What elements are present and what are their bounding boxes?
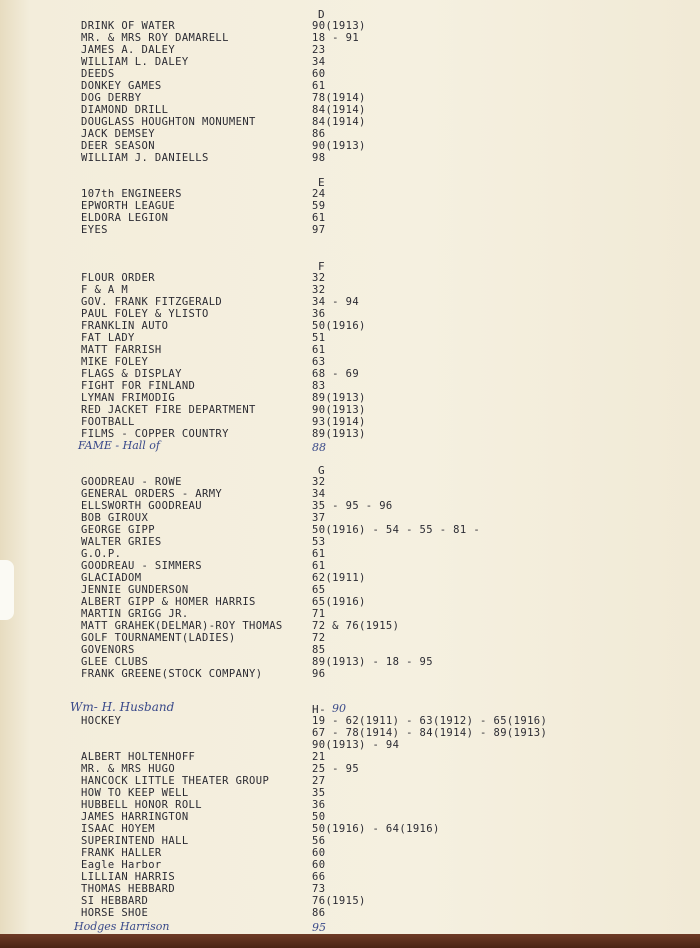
entry-name: ALBERT GIPP & HOMER HARRIS — [81, 596, 256, 608]
list-item — [0, 200, 700, 212]
list-item — [0, 632, 700, 644]
list-item — [0, 811, 700, 823]
list-item — [0, 799, 700, 811]
entry-name: GOV. FRANK FITZGERALD — [81, 296, 223, 308]
entry-name: ELDORA LEGION — [81, 212, 169, 224]
list-item — [0, 80, 700, 92]
entry-name: FLOUR ORDER — [81, 272, 155, 284]
list-item — [0, 859, 700, 871]
list-item — [0, 224, 700, 236]
entry-name: ALBERT HOLTENHOFF — [81, 751, 196, 763]
entry-pages: 90(1913) — [312, 404, 366, 416]
list-item — [0, 608, 700, 620]
list-item — [0, 548, 700, 560]
entry-name: EPWORTH LEAGUE — [81, 200, 176, 212]
list-item — [0, 20, 700, 32]
list-item — [0, 320, 700, 332]
entry-name: EYES — [81, 224, 108, 236]
entry-pages: 32 — [312, 476, 326, 488]
entry-name: MR. & MRS ROY DAMARELL — [81, 32, 229, 44]
list-item — [0, 56, 700, 68]
list-item — [0, 656, 700, 668]
entry-pages: 90(1913) - 94 — [312, 739, 400, 751]
entry-name: DOUGLASS HOUGHTON MONUMENT — [81, 116, 256, 128]
list-item — [0, 536, 700, 548]
entry-name: ELLSWORTH GOODREAU — [81, 500, 202, 512]
entry-name: SUPERINTEND HALL — [81, 835, 189, 847]
handwritten-entry: Hodges Harrison — [74, 920, 170, 933]
entry-pages: 85 — [312, 644, 326, 656]
entry-name: HOW TO KEEP WELL — [81, 787, 189, 799]
entry-name: FIGHT FOR FINLAND — [81, 380, 196, 392]
entry-pages: 73 — [312, 883, 326, 895]
list-item — [0, 739, 700, 751]
entry-name: THOMAS HEBBARD — [81, 883, 176, 895]
entry-pages: 61 — [312, 212, 326, 224]
entry-pages: 78(1914) — [312, 92, 366, 104]
entry-name: GEORGE GIPP — [81, 524, 155, 536]
entry-name: JAMES HARRINGTON — [81, 811, 189, 823]
entry-pages: 96 — [312, 668, 326, 680]
entry-pages: 61 — [312, 344, 326, 356]
list-item — [0, 823, 700, 835]
entry-pages: 71 — [312, 608, 326, 620]
entry-name: MR. & MRS HUGO — [81, 763, 176, 775]
entry-pages: 50 — [312, 811, 326, 823]
entry-pages: 72 & 76(1915) — [312, 620, 400, 632]
entry-name: HORSE SHOE — [81, 907, 149, 919]
entry-name: LYMAN FRIMODIG — [81, 392, 176, 404]
entry-pages: 50(1916) - 64(1916) — [312, 823, 440, 835]
entry-name: BOB GIROUX — [81, 512, 149, 524]
list-item — [0, 524, 700, 536]
entry-pages: 56 — [312, 835, 326, 847]
entry-pages: 63 — [312, 356, 326, 368]
list-item — [0, 284, 700, 296]
list-item — [0, 188, 700, 200]
entry-name: GLEE CLUBS — [81, 656, 149, 668]
list-item — [0, 512, 700, 524]
list-item — [0, 560, 700, 572]
entry-name: GOODREAU - ROWE — [81, 476, 182, 488]
list-item — [0, 380, 700, 392]
entry-pages: 84(1914) — [312, 104, 366, 116]
list-item — [0, 835, 700, 847]
entry-pages: 76(1915) — [312, 895, 366, 907]
entry-name: DONKEY GAMES — [81, 80, 162, 92]
entry-name: GOVENORS — [81, 644, 135, 656]
entry-name: HUBBELL HONOR ROLL — [81, 799, 202, 811]
entry-pages: 34 - 94 — [312, 296, 360, 308]
entry-pages: 35 - 95 - 96 — [312, 500, 393, 512]
section-letter-h: H- — [312, 703, 327, 716]
handwritten-page: 88 — [312, 441, 326, 454]
entry-pages: 60 — [312, 68, 326, 80]
entry-name: FLAGS & DISPLAY — [81, 368, 182, 380]
entry-name: FAT LADY — [81, 332, 135, 344]
list-item — [0, 907, 700, 919]
entry-pages: 90(1913) — [312, 140, 366, 152]
list-item — [0, 116, 700, 128]
handwritten-entry: Wm- H. Husband — [70, 700, 175, 714]
entry-pages: 61 — [312, 548, 326, 560]
section-letter-g: G — [318, 464, 326, 477]
entry-pages: 66 — [312, 871, 326, 883]
list-item — [0, 128, 700, 140]
entry-pages: 34 — [312, 56, 326, 68]
entry-name: FRANKLIN AUTO — [81, 320, 169, 332]
section-letter-f: F — [318, 260, 326, 273]
entry-name: MATT GRAHEK(DELMAR)-ROY THOMAS — [81, 620, 283, 632]
list-item — [0, 500, 700, 512]
entry-pages: 37 — [312, 512, 326, 524]
entry-name: FILMS - COPPER COUNTRY — [81, 428, 229, 440]
entry-name: MIKE FOLEY — [81, 356, 149, 368]
list-item — [0, 620, 700, 632]
entry-pages: 90(1913) — [312, 20, 366, 32]
handwritten-page: 95 — [312, 921, 326, 934]
entry-pages: 18 - 91 — [312, 32, 360, 44]
entry-pages: 24 — [312, 188, 326, 200]
list-item — [0, 212, 700, 224]
list-item — [0, 883, 700, 895]
entry-name: G.O.P. — [81, 548, 122, 560]
entry-pages: 61 — [312, 80, 326, 92]
entry-name: Eagle Harbor — [81, 859, 162, 871]
list-item — [0, 871, 700, 883]
list-item — [0, 644, 700, 656]
entry-pages: 35 — [312, 787, 326, 799]
entry-pages: 86 — [312, 907, 326, 919]
entry-pages: 27 — [312, 775, 326, 787]
list-item — [0, 356, 700, 368]
entry-pages: 36 — [312, 799, 326, 811]
list-item — [0, 751, 700, 763]
entry-pages: 21 — [312, 751, 326, 763]
list-item — [0, 332, 700, 344]
entry-name: GOLF TOURNAMENT(LADIES) — [81, 632, 236, 644]
entry-pages: 51 — [312, 332, 326, 344]
entry-pages: 23 — [312, 44, 326, 56]
entry-name: RED JACKET FIRE DEPARTMENT — [81, 404, 256, 416]
entry-pages: 61 — [312, 560, 326, 572]
entry-name: GOODREAU - SIMMERS — [81, 560, 202, 572]
entry-name: F & A M — [81, 284, 129, 296]
list-item — [0, 787, 700, 799]
section-letter-e: E — [318, 176, 326, 189]
list-item — [0, 775, 700, 787]
list-item — [0, 392, 700, 404]
list-item — [0, 140, 700, 152]
list-item — [0, 104, 700, 116]
entry-pages: 34 — [312, 488, 326, 500]
list-item — [0, 727, 700, 739]
entry-name: SI HEBBARD — [81, 895, 149, 907]
list-item — [0, 416, 700, 428]
entry-pages: 19 - 62(1911) - 63(1912) - 65(1916) — [312, 715, 548, 727]
handwritten-page: 90 — [332, 702, 346, 715]
entry-name: ISAAC HOYEM — [81, 823, 155, 835]
entry-name: WALTER GRIES — [81, 536, 162, 548]
entry-name: DEER SEASON — [81, 140, 155, 152]
entry-name: JENNIE GUNDERSON — [81, 584, 189, 596]
list-item — [0, 404, 700, 416]
entry-pages: 36 — [312, 308, 326, 320]
entry-pages: 89(1913) — [312, 428, 366, 440]
entry-name: FOOTBALL — [81, 416, 135, 428]
list-item — [0, 32, 700, 44]
list-item — [0, 92, 700, 104]
section-letter-d: D — [318, 8, 326, 21]
entry-name: GLACIADOM — [81, 572, 142, 584]
entry-pages: 25 - 95 — [312, 763, 360, 775]
entry-name: DRINK OF WATER — [81, 20, 176, 32]
list-item — [0, 308, 700, 320]
list-item — [0, 344, 700, 356]
entry-pages: 93(1914) — [312, 416, 366, 428]
entry-name: DIAMOND DRILL — [81, 104, 169, 116]
bottom-edge — [0, 934, 700, 948]
list-item — [0, 584, 700, 596]
entry-name: PAUL FOLEY & YLISTO — [81, 308, 209, 320]
list-item — [0, 368, 700, 380]
entry-pages: 32 — [312, 284, 326, 296]
list-item — [0, 152, 700, 164]
list-item — [0, 715, 700, 727]
entry-name: FRANK GREENE(STOCK COMPANY) — [81, 668, 263, 680]
entry-pages: 72 — [312, 632, 326, 644]
list-item — [0, 596, 700, 608]
entry-name: MATT FARRISH — [81, 344, 162, 356]
list-item — [0, 68, 700, 80]
entry-pages: 65(1916) — [312, 596, 366, 608]
entry-pages: 60 — [312, 859, 326, 871]
entry-pages: 89(1913) - 18 - 95 — [312, 656, 433, 668]
entry-name: WILLIAM J. DANIELLS — [81, 152, 209, 164]
entry-name: MARTIN GRIGG JR. — [81, 608, 189, 620]
entry-pages: 62(1911) — [312, 572, 366, 584]
entry-pages: 68 - 69 — [312, 368, 360, 380]
entry-pages: 65 — [312, 584, 326, 596]
list-item — [0, 668, 700, 680]
entry-name: 107th ENGINEERS — [81, 188, 182, 200]
entry-name: JAMES A. DALEY — [81, 44, 176, 56]
list-item — [0, 488, 700, 500]
entry-pages: 59 — [312, 200, 326, 212]
entry-name: JACK DEMSEY — [81, 128, 155, 140]
entry-name: DOG DERBY — [81, 92, 142, 104]
entry-pages: 60 — [312, 847, 326, 859]
entry-pages: 67 - 78(1914) - 84(1914) - 89(1913) — [312, 727, 548, 739]
list-item — [0, 847, 700, 859]
entry-pages: 97 — [312, 224, 326, 236]
entry-name: GENERAL ORDERS - ARMY — [81, 488, 223, 500]
list-item — [0, 895, 700, 907]
entry-pages: 89(1913) — [312, 392, 366, 404]
list-item — [0, 296, 700, 308]
handwritten-entry: FAME - Hall of — [78, 439, 161, 452]
entry-name: DEEDS — [81, 68, 115, 80]
list-item — [0, 763, 700, 775]
entry-pages: 50(1916) — [312, 320, 366, 332]
entry-name: WILLIAM L. DALEY — [81, 56, 189, 68]
entry-pages: 53 — [312, 536, 326, 548]
list-item — [0, 476, 700, 488]
entry-pages: 32 — [312, 272, 326, 284]
entry-pages: 83 — [312, 380, 326, 392]
list-item — [0, 572, 700, 584]
list-item — [0, 44, 700, 56]
entry-name: HOCKEY — [81, 715, 122, 727]
entry-name: LILLIAN HARRIS — [81, 871, 176, 883]
entry-pages: 86 — [312, 128, 326, 140]
entry-pages: 84(1914) — [312, 116, 366, 128]
entry-pages: 98 — [312, 152, 326, 164]
entry-name: FRANK HALLER — [81, 847, 162, 859]
list-item — [0, 272, 700, 284]
entry-pages: 50(1916) - 54 - 55 - 81 - — [312, 524, 481, 536]
entry-name: HANCOCK LITTLE THEATER GROUP — [81, 775, 270, 787]
